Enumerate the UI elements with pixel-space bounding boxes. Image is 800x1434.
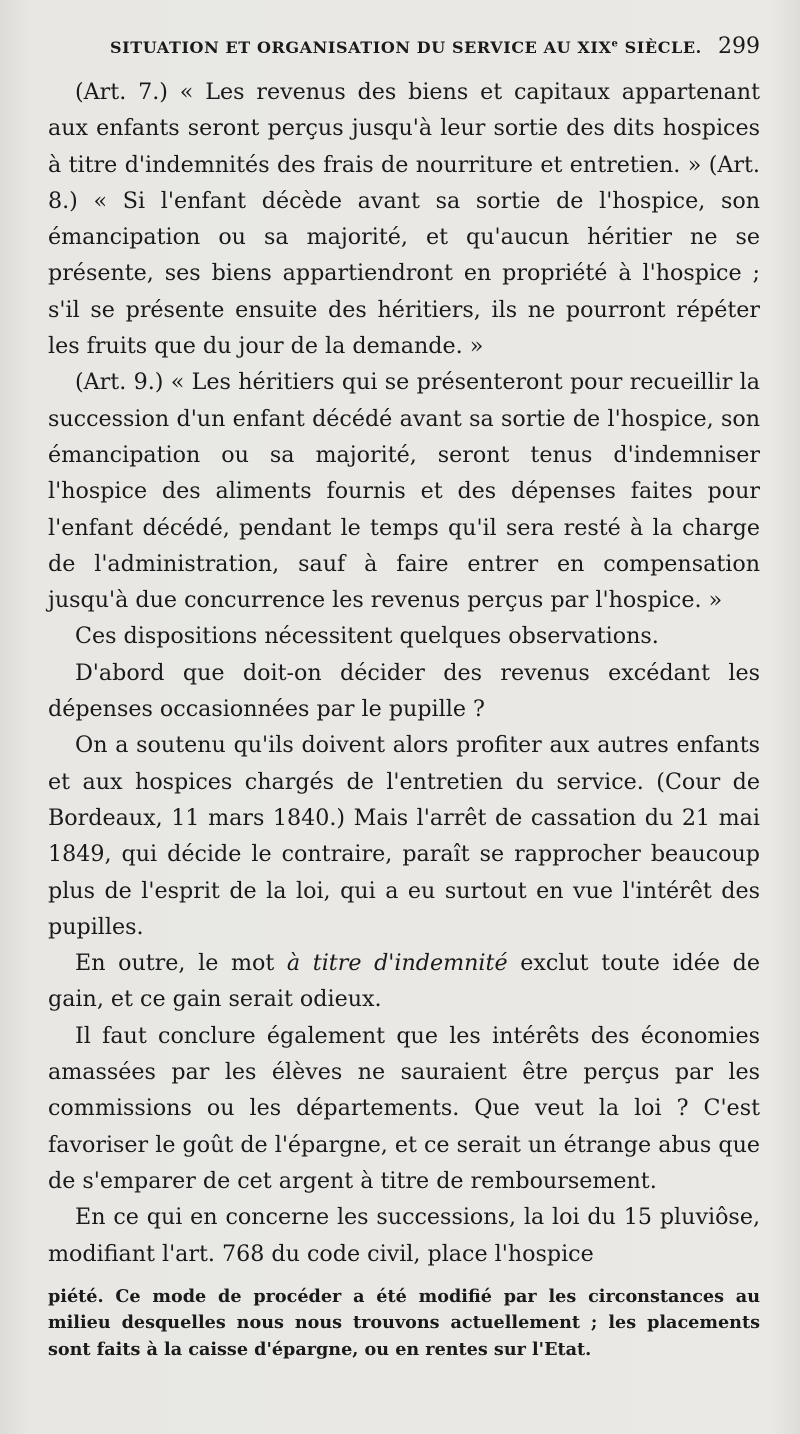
page-number: 299	[718, 34, 760, 59]
running-head-text: SITUATION ET ORGANISATION DU SERVICE AU XIX	[110, 38, 612, 57]
paragraph-successions: En ce qui en concerne les successions, la loi du 15 pluviôse, modifiant l'art. 768 du code civil, place l'hospice	[48, 1204, 760, 1267]
footnote: piété. Ce mode de procéder a été modifié par les circonstances au milieu desquelles nous nous trouvons actuellement ; les placements sont faits à la caisse d'épargne, ou en rentes sur l'Etat.	[48, 1285, 760, 1360]
running-head	[48, 38, 702, 57]
paragraph-economies: Il faut conclure également que les intérêts des économies amassées par les élèves ne sauraient être perçus par les commissions ou les départements. Que veut la loi ? C'est favoriser le goût de l'épargne, et ce serait un étrange abus que de s'emparer de cet argent à titre de remboursement.	[48, 1022, 760, 1194]
paragraph-indemnite-end: exclut toute idée de gain, et ce gain serait odieux.	[48, 950, 760, 1013]
running-head-text-end: SIÈCLE.	[618, 38, 702, 57]
paragraph-observations: Ces dispositions nécessitent quelques observations.	[75, 623, 659, 650]
paragraph-indemnite-start: En outre, le mot	[75, 950, 287, 977]
running-head-superscript: e	[611, 38, 619, 50]
paragraph-question: D'abord que doit-on décider des revenus excédant les dépenses occasionnées par le pupille ?	[48, 659, 760, 723]
paragraph-art-9: (Art. 9.) « Les héritiers qui se présenteront pour recueillir la succession d'un enfant décédé avant sa sortie de l'hospice, son émancipation ou sa majorité, seront tenus d'indemniser l'hospice des aliments fournis et des dépenses faites pour l'enfant décédé, pendant le temps qu'il sera resté à la charge de l'administration, sauf à faire entrer en compensation jusqu'à due concurrence les revenus perçus par l'hospice. »	[48, 369, 760, 614]
emphasis-a-titre-d-indemnite: à titre d'indemnité	[286, 950, 508, 977]
paragraph-art-7-8: (Art. 7.) « Les revenus des biens et capitaux appartenant aux enfants seront perçus jusqu'à leur sortie des dits hospices à titre d'indemnités des frais de nourriture et entretien. » (Art. 8.) « Si l'enfant décède avant sa sortie de l'hospice, son émancipation ou sa majorité, et qu'aucun héritier ne se présente, ses biens appartiendront en propriété à l'hospice ; s'il se présente ensuite des héritiers, ils ne pourront répéter les fruits que du jour de la demande. »	[48, 79, 760, 360]
page-header	[48, 34, 760, 74]
body-text	[48, 74, 760, 1272]
paragraph-jurisprudence: On a soutenu qu'ils doivent alors profiter aux autres enfants et aux hospices chargés de l'entretien du service. (Cour de Bordeaux, 11 mars 1840.) Mais l'arrêt de cassation du 21 mai 1849, qui décide le contraire, paraît se rapprocher beaucoup plus de l'esprit de la loi, qui a eu surtout en vue l'intérêt des pupilles.	[48, 732, 760, 940]
paragraph-indemnite	[48, 945, 760, 1018]
